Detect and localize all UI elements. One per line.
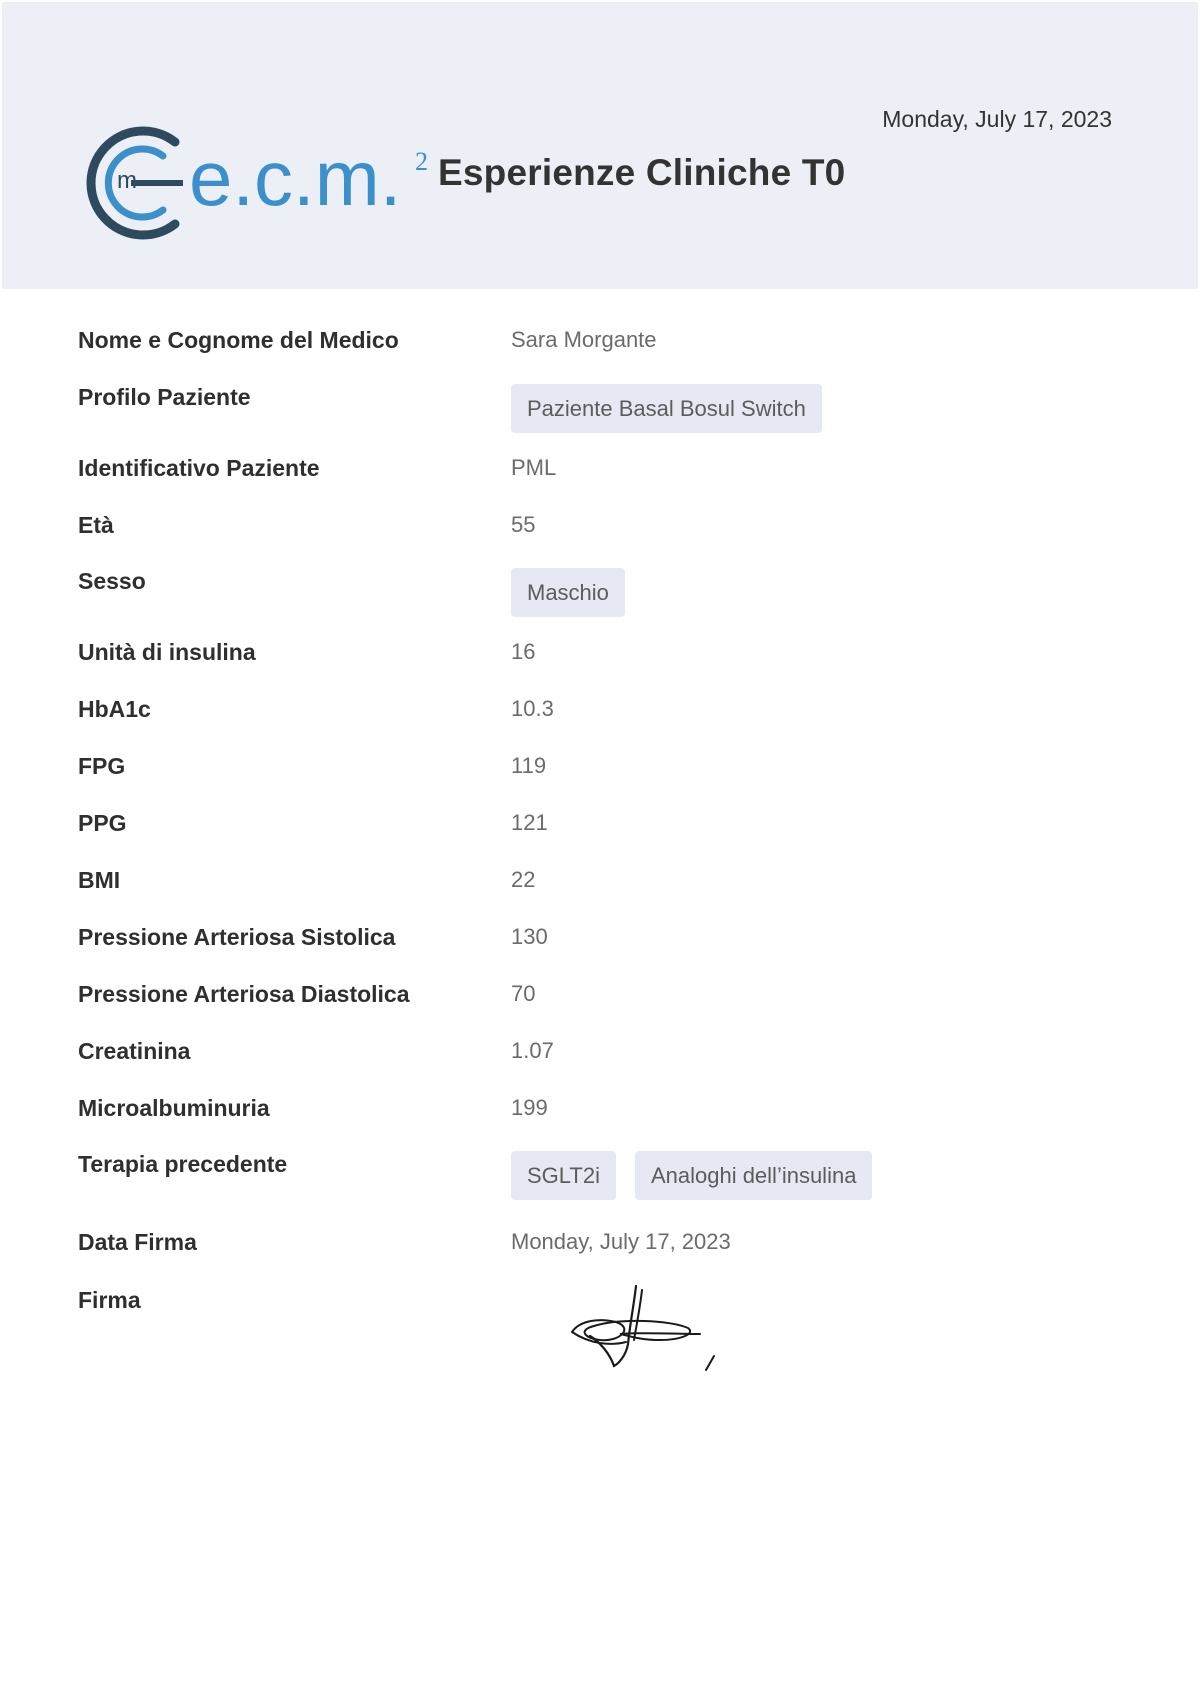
profilo-chips: [511, 384, 822, 433]
svg-text:m: m: [117, 167, 137, 194]
insulina-value: 16: [511, 639, 536, 664]
microalbuminuria-value: 199: [511, 1095, 548, 1120]
terapia-chip: Analoghi dell’insulina: [635, 1151, 872, 1200]
field-label: FPG: [78, 753, 126, 779]
sesso-chips: [511, 568, 625, 617]
field-label: Microalbuminuria: [78, 1095, 270, 1121]
identificativo-value: PML: [511, 455, 557, 480]
field-label: Terapia precedente: [78, 1151, 288, 1177]
field-label: BMI: [78, 867, 121, 893]
terapia-chips: [511, 1151, 872, 1200]
field-label: Firma: [78, 1287, 141, 1313]
fpg-value: 119: [511, 753, 547, 778]
hba1c-value: 10.3: [511, 696, 554, 721]
logo-text: e.c.m.: [189, 134, 402, 222]
header-date: Monday, July 17, 2023: [882, 106, 1112, 132]
field-label: Pressione Arteriosa Diastolica: [78, 981, 410, 1007]
field-label: Sesso: [78, 568, 146, 594]
field-label: Creatinina: [78, 1038, 191, 1064]
bmi-value: 22: [511, 867, 536, 892]
field-label: Identificativo Paziente: [78, 455, 320, 481]
field-label: Età: [78, 512, 114, 538]
diastolica-value: 70: [511, 981, 536, 1006]
field-label: Profilo Paziente: [78, 384, 251, 410]
signature-image: [570, 1284, 730, 1376]
terapia-chip: SGLT2i: [511, 1151, 616, 1200]
field-label: Data Firma: [78, 1229, 197, 1255]
header-band: [2, 2, 1198, 289]
field-label: PPG: [78, 810, 127, 836]
field-label: Unità di insulina: [78, 639, 256, 665]
page-title: Esperienze Cliniche T0: [438, 152, 846, 193]
ppg-value: 121: [511, 810, 548, 835]
medico-value: Sara Morgante: [511, 327, 657, 352]
sistolica-value: 130: [511, 924, 548, 949]
creatinina-value: 1.07: [511, 1038, 554, 1063]
sesso-chip: Maschio: [511, 568, 625, 617]
field-label: Pressione Arteriosa Sistolica: [78, 924, 396, 950]
logo-superscript: 2: [415, 147, 428, 176]
profilo-chip: Paziente Basal Bosul Switch: [511, 384, 822, 433]
field-label: Nome e Cognome del Medico: [78, 327, 399, 353]
eta-value: 55: [511, 512, 536, 537]
data-firma-value: Monday, July 17, 2023: [511, 1229, 731, 1254]
ecm-logo: [79, 120, 434, 246]
field-label: HbA1c: [78, 696, 151, 722]
